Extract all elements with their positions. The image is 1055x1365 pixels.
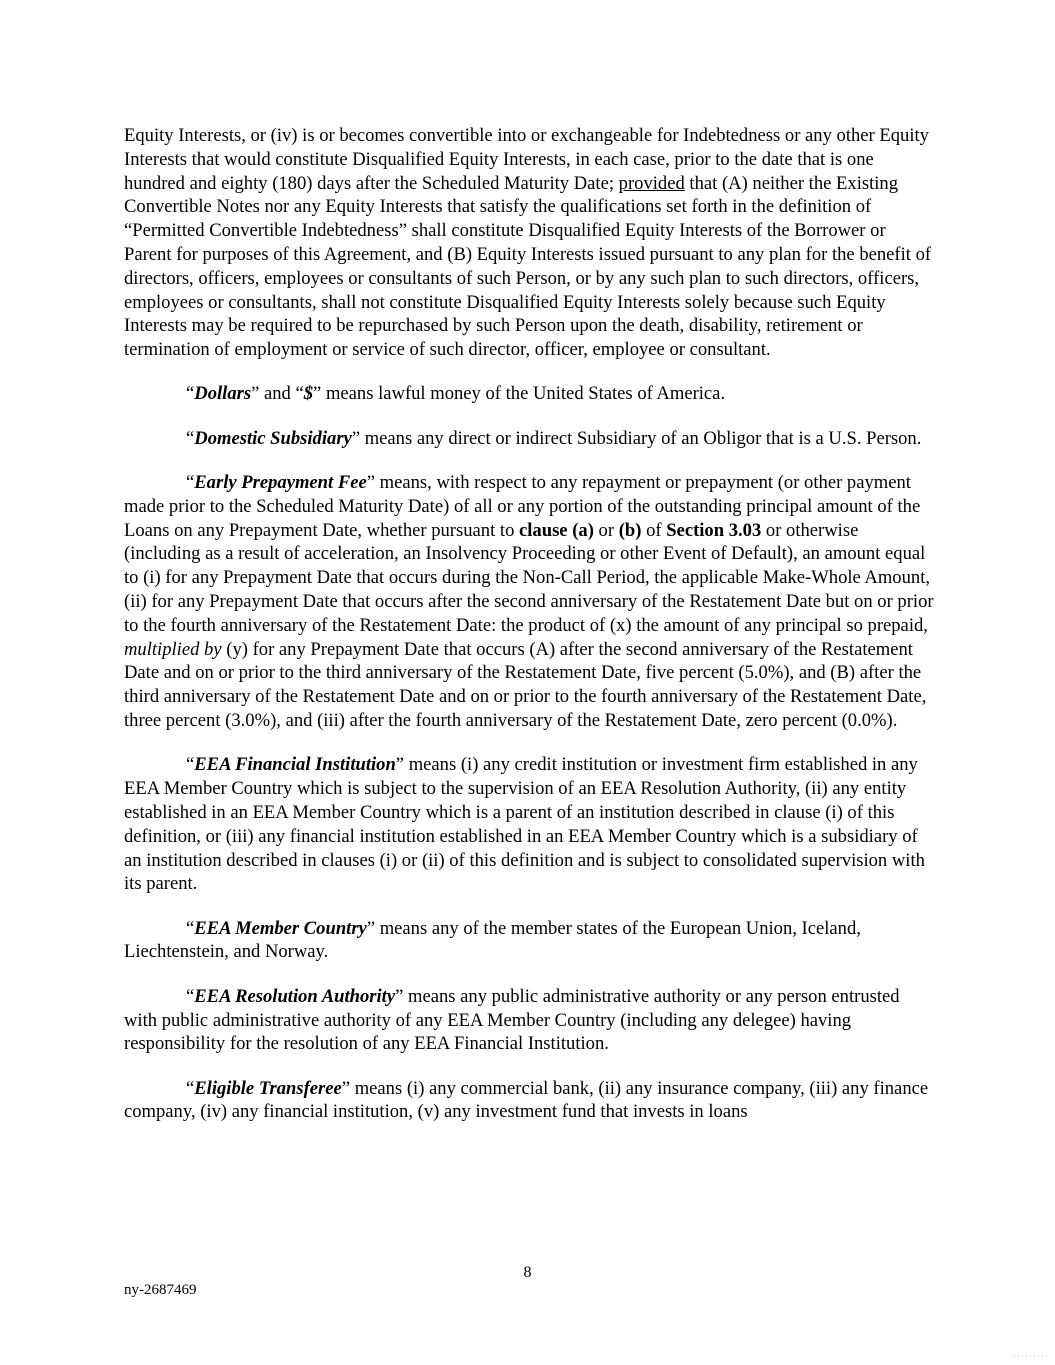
definition-eea-resolution-authority (124, 985, 934, 1056)
provided-term: provided (618, 172, 685, 194)
quote-open: “ (186, 754, 195, 776)
defined-term-dollars: Dollars (194, 383, 252, 405)
multiplied-by-phrase: multiplied by (124, 638, 222, 660)
definition-text-part-2: or (593, 519, 619, 541)
defined-term-eea-member-country: EEA Member Country (194, 917, 367, 939)
definition-text-domestic-subsidiary: ” means any direct or indirect Subsidiary of an Obligor that is a U.S. Person. (351, 427, 922, 449)
definition-eea-financial-institution (124, 753, 934, 896)
quote-open: “ (186, 472, 195, 494)
quote-open: “ (186, 1077, 195, 1099)
definition-text-eea-member-country: ” means any of the member states of the European Union, Iceland, Liechtenstein, and Norway. (124, 917, 861, 963)
defined-term-early-prepayment-fee: Early Prepayment Fee (194, 472, 367, 494)
definition-text-eea-resolution-authority: ” means any public administrative authority or any person entrusted with public administrative authority of any EEA Member Country (including any delegee) having responsibility for the resolution of any EEA Financial Institution. (124, 985, 900, 1055)
page-number: 8 (523, 1264, 532, 1281)
definition-connector: ” and “ (251, 383, 304, 405)
definition-eea-member-country (124, 917, 934, 965)
section-reference: Section 3.03 (666, 519, 762, 541)
definition-text-part-3: of (641, 519, 667, 541)
quote-open: “ (186, 985, 195, 1007)
defined-term-domestic-subsidiary: Domestic Subsidiary (194, 427, 352, 449)
clause-a-reference: clause (a) (519, 519, 594, 541)
definition-text-part-4: or otherwise (including as a result of acceleration, an Insolvency Proceeding or other Event of Default), an amount equal to (i) for any Prepayment Date that occurs during the Non-Call Period, the applicable Make-Whole Amount, (ii) for any Prepayment Date that occurs after the second anniversary of the Restatement Date but on or prior to the fourth anniversary of the Restatement Date: the product of (x) the amount of any principal so prepaid, (124, 519, 934, 636)
definition-dollars (124, 382, 934, 406)
definition-text-part-5: (y) for any Prepayment Date that occurs (A) after the second anniversary of the Restatement Date and on or prior to the third anniversary of the Restatement Date, five percent (5.0%), and (B) after the third anniversary of the Restatement Date and on or prior to the fourth anniversary of the Restatement Date, three percent (3.0%), and (iii) after the fourth anniversary of the Restatement Date, zero percent (0.0%). (124, 638, 927, 732)
continuation-paragraph (124, 124, 934, 362)
definition-text-eligible-transferee: ” means (i) any commercial bank, (ii) any insurance company, (iii) any finance company, (iv) any financial institution, (v) any investment fund that invests in loans (124, 1077, 929, 1123)
definition-domestic-subsidiary (124, 427, 934, 451)
definition-eligible-transferee (124, 1077, 934, 1125)
document-id: ny-2687469 (124, 1282, 197, 1298)
corner-watermark: ········· (1013, 1351, 1049, 1361)
quote-open: “ (186, 427, 195, 449)
defined-term-eligible-transferee: Eligible Transferee (194, 1077, 342, 1099)
quote-open: “ (186, 383, 195, 405)
definition-text-part-1: ” means, with respect to any repayment or prepayment (or other payment made prior to the Scheduled Maturity Date) of all or any portion of the outstanding principal amount of the Loans on any Prepayment Date, whether pursuant to (124, 472, 921, 541)
definition-text-eea-financial-institution: ” means (i) any credit institution or investment firm established in any EEA Member Country which is subject to the supervision of an EEA Resolution Authority, (ii) any entity established in an EEA Member Country which is a parent of an institution described in clause (i) of this definition, or (iii) any financial institution established in an EEA Member Country which is a subsidiary of an institution described in clauses (i) or (ii) of this definition and is subject to consolidated supervision with its parent. (124, 754, 925, 895)
quote-open: “ (186, 917, 195, 939)
continuation-text-2: that (A) neither the Existing Convertible Notes nor any Equity Interests that satisfy the qualifications set forth in the definition of “Permitted Convertible Indebtedness” shall constitute Disqualified Equity Interests of the Borrower or Parent for purposes of this Agreement, and (B) Equity Interests issued pursuant to any plan for the benefit of directors, officers, employees or consultants of such Person, or by any such plan to such directors, officers, employees or consultants, shall not constitute Disqualified Equity Interests solely because such Equity Interests may be required to be repurchased by such Person upon the death, disability, retirement or termination of employment or service of such director, officer, employee or consultant. (124, 172, 932, 361)
definition-early-prepayment-fee (124, 471, 934, 733)
continuation-text-1: Equity Interests, or (iv) is or becomes convertible into or exchangeable for Indebtedness or any other Equity Interests that would constitute Disqualified Equity Interests, in each case, prior to the date that is one hundred and eighty (180) days after the Scheduled Maturity Date; (124, 125, 929, 194)
document-body (124, 124, 934, 1145)
defined-term-eea-resolution-authority: EEA Resolution Authority (194, 985, 396, 1007)
clause-b-reference: (b) (618, 519, 642, 541)
defined-term-dollar-sign: $ (303, 383, 314, 405)
definition-text-dollars: ” means lawful money of the United States of America. (313, 383, 726, 405)
defined-term-eea-financial-institution: EEA Financial Institution (194, 754, 396, 776)
